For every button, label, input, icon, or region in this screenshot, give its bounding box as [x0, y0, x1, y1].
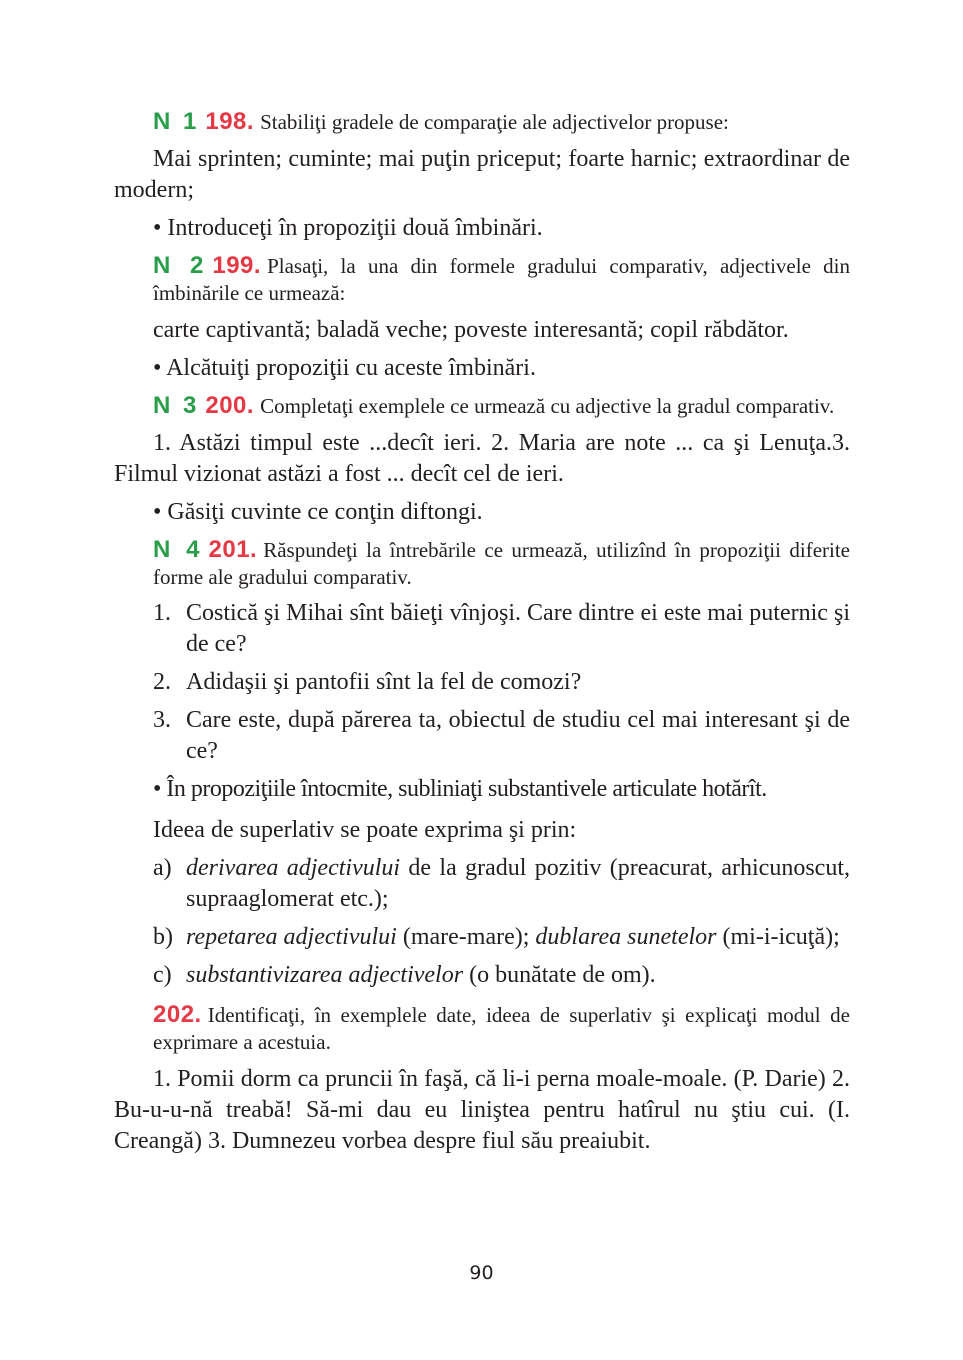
exercise-201-task: • În propoziţiile întocmite, subliniaţi substantivele articulate hotărît.: [153, 776, 767, 802]
item-text: (mare-mare);: [396, 924, 536, 950]
page-number: 90: [469, 1262, 494, 1284]
question-text: Costică şi Mihai sînt băieţi vînjoşi. Care dintre ei este mai puternic şi de ce?: [186, 600, 850, 657]
exercise-200-body: 1. Astăzi timpul este ...decît ieri. 2. Maria are note ... ca şi Lenuţa.3. Filmul vizionat astăzi a fost ... decît cel de ieri.: [114, 430, 850, 487]
item-marker: c): [153, 962, 172, 988]
exercise-200-header: [114, 392, 850, 420]
question-item: [114, 667, 850, 698]
exercise-200-task: • Găsiţi cuvinte ce conţin diftongi.: [153, 499, 483, 525]
exercise-instruction: Completaţi exemplele ce urmează cu adjective la gradul comparativ.: [260, 394, 835, 418]
superlative-item-a: [114, 853, 850, 915]
question-marker: 2.: [153, 669, 171, 695]
exercise-199-task: • Alcătuiţi propoziţii cu aceste îmbinări.: [153, 355, 536, 381]
question-text: Care este, după părerea ta, obiectul de studiu cel mai interesant şi de ce?: [186, 707, 850, 764]
exercise-instruction: Plasaţi, la una din formele gradului comparativ, adjectivele din îmbinările ce urmează:: [153, 254, 850, 305]
question-item: [114, 705, 850, 767]
superlative-intro: Ideea de superlativ se poate exprima şi prin:: [153, 817, 577, 843]
question-marker: 1.: [153, 600, 171, 626]
term: dublarea sunetelor: [535, 924, 717, 950]
exercise-199-body: carte captivantă; baladă veche; poveste interesantă; copil răbdător.: [153, 317, 789, 343]
exercise-202-header: [114, 1001, 850, 1056]
question-marker: 3.: [153, 707, 171, 733]
exercise-instruction: Identificaţi, în exemplele date, ideea de superlativ şi explicaţi modul de exprimare a acestuia.: [153, 1003, 850, 1054]
term: derivarea adjectivului: [186, 855, 401, 881]
exercise-202-body: 1. Pomii dorm ca pruncii în faşă, că li-i perna moale-moale. (P. Darie) 2. Bu-u-u-nă treabă! Să-mi dau eu liniştea pentru hatîrul nu ştiu cui. (I. Creangă) 3. Dumnezeu vorbea despre fiul său preaiubit.: [114, 1066, 850, 1154]
page-content: [114, 108, 850, 1157]
question-text: Adidaşii şi pantofii sînt la fel de comozi?: [186, 669, 582, 695]
term: substantivizarea adjectivelor: [186, 962, 464, 988]
exercise-199-header: [114, 252, 850, 307]
exercise-number: 198.: [205, 108, 255, 135]
difficulty-level: N 4: [153, 536, 203, 563]
exercise-198-body: Mai sprinten; cuminte; mai puţin priceput; foarte harnic; extraordinar de modern;: [114, 146, 850, 203]
item-marker: a): [153, 855, 172, 881]
item-text: (o bunătate de om).: [463, 962, 656, 988]
exercise-number: 201.: [208, 536, 258, 563]
item-marker: b): [153, 924, 173, 950]
difficulty-level: N 3: [153, 392, 200, 419]
exercise-198-header: [114, 108, 850, 136]
item-text: (mi-i-icuţă);: [716, 924, 840, 950]
question-item: [114, 598, 850, 660]
exercise-number: 199.: [212, 252, 262, 279]
difficulty-level: N 1: [153, 108, 200, 135]
superlative-item-c: [114, 960, 850, 991]
item-text: de la gradul pozitiv (preacurat, arhicunoscut, supraaglomerat etc.);: [186, 855, 850, 912]
difficulty-level: N 2: [153, 252, 207, 279]
exercise-198-task: • Introduceţi în propoziţii două îmbinări.: [153, 215, 543, 241]
exercise-number: 200.: [205, 392, 255, 419]
exercise-instruction: Răspundeţi la întrebările ce urmează, utilizînd în propoziţii diferite forme ale gradului comparativ.: [153, 538, 851, 589]
term: repetarea adjectivului: [186, 924, 397, 950]
exercise-instruction: Stabiliţi gradele de comparaţie ale adjectivelor propuse:: [260, 110, 729, 134]
superlative-item-b: [114, 922, 850, 953]
exercise-number: 202.: [153, 1001, 202, 1028]
exercise-201-header: [114, 536, 850, 591]
